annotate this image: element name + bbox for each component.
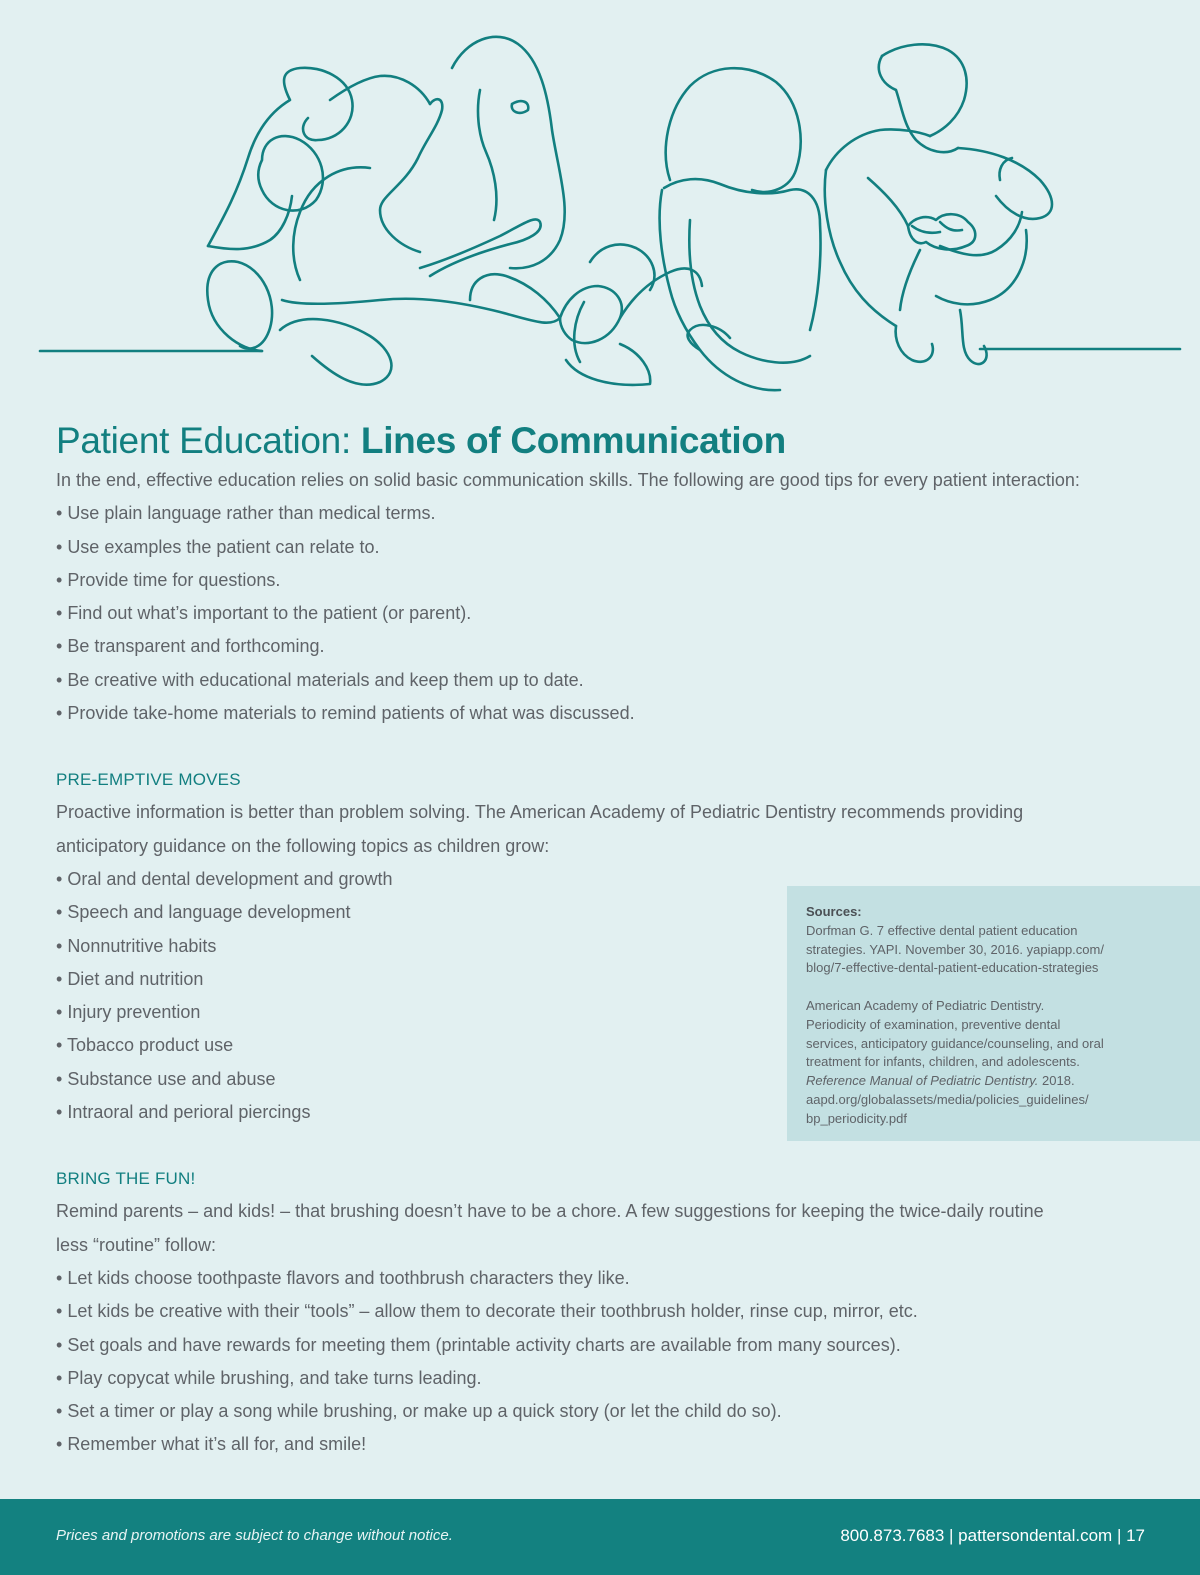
list-item: • Provide time for questions. xyxy=(56,564,1156,597)
people-line-drawing-icon xyxy=(0,0,1200,400)
list-item: • Set goals and have rewards for meeting them (printable activity charts are available from many sources). xyxy=(56,1329,1156,1362)
list-item: • Be creative with educational materials and keep them up to date. xyxy=(56,664,1156,697)
list-item: • Oral and dental development and growth xyxy=(56,863,1156,896)
source-2-year: 2018. xyxy=(1038,1073,1075,1089)
source-1-line: Dorfman G. 7 effective dental patient education xyxy=(806,922,1078,938)
source-2-line: American Academy of Pediatric Dentistry. xyxy=(806,997,1045,1013)
fun-text-1: Remind parents – and kids! – that brushing doesn’t have to be a chore. A few suggestions for keeping the twice-daily routine xyxy=(56,1201,1044,1222)
list-item: • Nonnutritive habits xyxy=(56,930,1156,963)
list-item: • Set a timer or play a song while brushing, or make up a quick story (or let the child do so). xyxy=(56,1395,1156,1428)
list-item: • Use examples the patient can relate to. xyxy=(56,531,1156,564)
suggestions-list xyxy=(56,1262,1156,1462)
list-item: • Use plain language rather than medical terms. xyxy=(56,497,1156,530)
fun-text-2: less “routine” follow: xyxy=(56,1234,217,1255)
list-item: • Tobacco product use xyxy=(56,1029,1156,1062)
list-item: • Provide take-home materials to remind patients of what was discussed. xyxy=(56,697,1156,730)
intro-text: In the end, effective education relies on solid basic communication skills. The following are good tips for every patient interaction: xyxy=(56,470,1080,490)
fun-heading: BRING THE FUN! xyxy=(56,1169,196,1189)
page-title-bold: Lines of Communication xyxy=(360,420,786,461)
source-2-line: Periodicity of examination, preventive dental xyxy=(806,1016,1061,1032)
source-2-line: bp_periodicity.pdf xyxy=(806,1110,907,1126)
source-2-line: aapd.org/globalassets/media/policies_guidelines/ xyxy=(806,1091,1089,1107)
list-item: • Let kids choose toothpaste flavors and toothbrush characters they like. xyxy=(56,1262,1156,1295)
sources-heading: Sources: xyxy=(806,904,862,919)
list-item: • Remember what it’s all for, and smile! xyxy=(56,1428,1156,1461)
source-1-line: blog/7-effective-dental-patient-education-strategies xyxy=(806,960,1099,976)
list-item: • Injury prevention xyxy=(56,996,1156,1029)
source-2-line: treatment for infants, children, and adolescents. xyxy=(806,1054,1080,1070)
footer-bar xyxy=(0,1499,1200,1575)
page-title: Patient Education: Lines of Communication xyxy=(56,420,786,461)
list-item: • Find out what’s important to the patient (or parent). xyxy=(56,597,1156,630)
source-2 xyxy=(806,997,1180,1129)
footer-disclaimer: Prices and promotions are subject to change without notice. xyxy=(56,1527,453,1544)
preemptive-text-2: anticipatory guidance on the following topics as children grow: xyxy=(56,835,550,856)
list-item: • Be transparent and forthcoming. xyxy=(56,630,1156,663)
source-1-line: strategies. YAPI. November 30, 2016. yapiapp.com/ xyxy=(806,941,1104,957)
preemptive-text-1: Proactive information is better than problem solving. The American Academy of Pediatric Dentistry recommends providing xyxy=(56,802,1024,823)
list-item: • Intraoral and perioral piercings xyxy=(56,1096,1156,1129)
list-item: • Play copycat while brushing, and take turns leading. xyxy=(56,1362,1156,1395)
list-item: • Let kids be creative with their “tools” – allow them to decorate their toothbrush holder, rinse cup, mirror, etc. xyxy=(56,1295,1156,1328)
source-2-line: services, anticipatory guidance/counseling, and oral xyxy=(806,1035,1104,1051)
list-item: • Substance use and abuse xyxy=(56,1063,1156,1096)
tips-list xyxy=(56,497,1156,730)
source-1 xyxy=(806,922,1180,978)
footer-contact: 800.873.7683 | pattersondental.com | 17 xyxy=(840,1526,1145,1545)
list-item: • Speech and language development xyxy=(56,896,1156,929)
source-2-line xyxy=(806,1072,1180,1091)
sources-box xyxy=(787,886,1200,1141)
source-2-journal: Reference Manual of Pediatric Dentistry. xyxy=(806,1073,1039,1089)
preemptive-heading: PRE-EMPTIVE MOVES xyxy=(56,770,241,790)
list-item: • Diet and nutrition xyxy=(56,963,1156,996)
